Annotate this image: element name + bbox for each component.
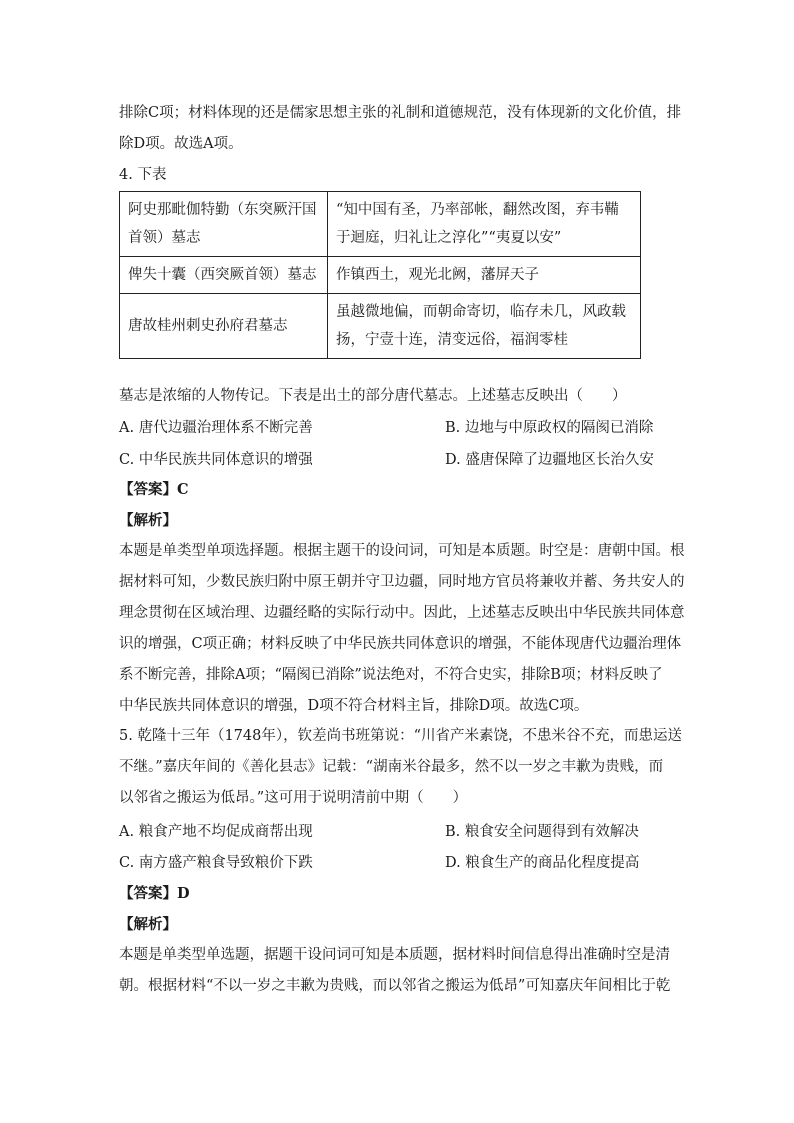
question-4-title: 4. 下表 (119, 167, 167, 183)
analysis-line: 据材料可知，少数民族归附中原王朝并守卫边疆，同时地方官员将兼收并蓄、务共安人的 (119, 574, 685, 590)
text-line: 除D项。故选A项。 (119, 136, 243, 152)
table-row (120, 257, 641, 294)
table-cell: 唐故桂州刺史孙府君墓志 (120, 294, 328, 359)
table-row (120, 294, 641, 359)
option-b: B. 粮食安全问题得到有效解决 (445, 824, 639, 840)
table-row (120, 192, 641, 257)
answer-label: 【答案】C (119, 481, 189, 498)
analysis-line: 中华民族共同体意识的增强，D项不符合材料主旨，排除D项。故选C项。 (119, 698, 589, 714)
analysis-label: 【解析】 (119, 512, 177, 529)
option-d: D. 粮食生产的商品化程度提高 (445, 855, 640, 871)
question-5-stem: 以邻省之搬运为低昂。”这可用于说明清前中期（ ） (119, 790, 468, 806)
analysis-line: 朝。根据材料“不以一岁之丰歉为贵贱，而以邻省之搬运为低昂”可知嘉庆年间相比于乾 (119, 978, 671, 994)
question-5-stem: 5. 乾隆十三年（1748年），钦差尚书班第说：“川省产米素饶，不患米谷不充，而患运送 (119, 728, 683, 744)
epitaph-table (119, 191, 641, 359)
analysis-line: 系不断完善，排除A项；“隔阂已消除”说法绝对，不符合史实，排除B项；材料反映了 (119, 667, 663, 683)
analysis-line: 本题是单类型单项选择题。根据主题干的设问词，可知是本质题。时空是：唐朝中国。根 (119, 543, 685, 559)
analysis-line: 本题是单类型单选题，据题干设问词可知是本质题，据材料时间信息得出准确时空是清 (119, 947, 670, 963)
table-cell: 虽越微地偏，而朝命寄切，临存未几，风政载扬，宁壹十连，清变远俗，福润零桂 (328, 294, 641, 359)
table-cell: “知中国有圣，乃率部帐，翻然改图，弃韦鞴于迴庭，归礼让之淳化”“夷夏以安” (328, 192, 641, 257)
table-cell: 俾失十囊（西突厥首领）墓志 (120, 257, 328, 294)
analysis-label: 【解析】 (119, 916, 177, 933)
option-c: C. 南方盛产粮食导致粮价下跌 (119, 855, 313, 871)
question-5-stem: 不继。”嘉庆年间的《善化县志》记载：“湖南米谷最多，然不以一岁之丰歉为贵贱，而 (119, 759, 664, 775)
option-c: C. 中华民族共同体意识的增强 (119, 452, 313, 468)
table-cell: 作镇西土，观光北阙，藩屏天子 (328, 257, 641, 294)
analysis-line: 理念贯彻在区域治理、边疆经略的实际行动中。因此，上述墓志反映出中华民族共同体意 (119, 605, 685, 621)
answer-label: 【答案】D (119, 885, 190, 902)
option-b: B. 边地与中原政权的隔阂已消除 (445, 420, 654, 436)
table-cell: 阿史那毗伽特勤（东突厥汗国首领）墓志 (120, 192, 328, 257)
option-a: A. 粮食产地不均促成商帮出现 (119, 824, 313, 840)
question-4-stem: 墓志是浓缩的人物传记。下表是出土的部分唐代墓志。上述墓志反映出（ ） (119, 388, 627, 404)
option-a: A. 唐代边疆治理体系不断完善 (119, 420, 313, 436)
text-line: 排除C项；材料体现的还是儒家思想主张的礼制和道德规范，没有体现新的文化价值，排 (119, 105, 682, 121)
option-d: D. 盛唐保障了边疆地区长治久安 (445, 452, 654, 468)
analysis-line: 识的增强，C项正确；材料反映了中华民族共同体意识的增强，不能体现唐代边疆治理体 (119, 636, 682, 652)
